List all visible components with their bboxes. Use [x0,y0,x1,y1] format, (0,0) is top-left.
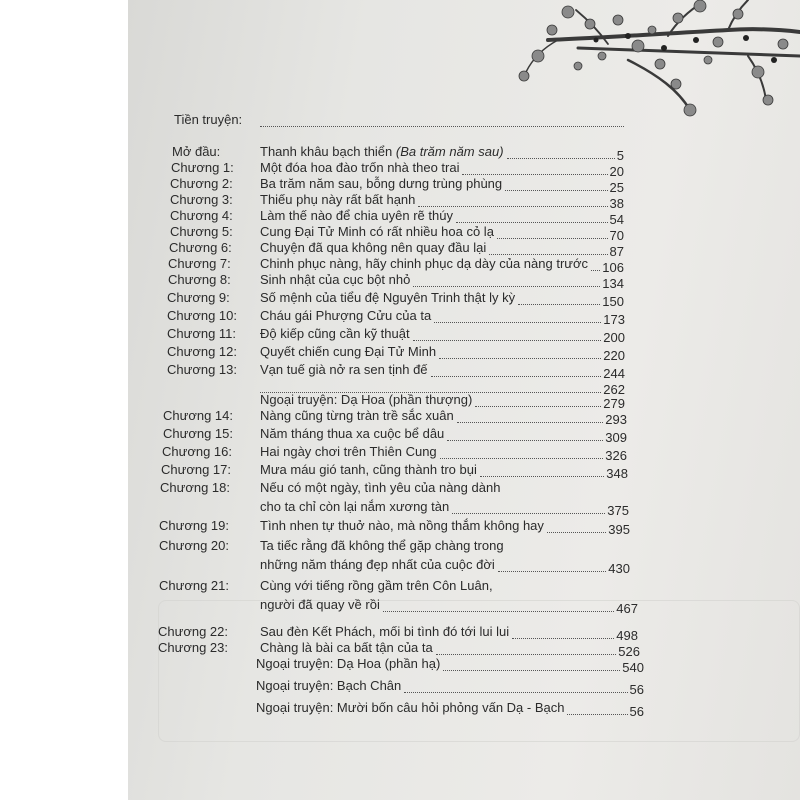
toc-entry-label: Chương 16: [162,444,232,459]
toc-entry-label: Chương 11: [167,326,237,341]
toc-dot-leader [547,532,606,533]
toc-dot-leader [462,174,608,175]
toc-entry-title: Ngoại truyện: Dạ Hoa (phần thượng) [260,392,473,407]
toc-entry-title-line2: những năm tháng đẹp nhất của cuộc đời [260,557,495,572]
toc-entry-label: Chương 5: [170,224,233,239]
toc-dot-leader [452,513,605,514]
toc-entry-page: 498 [616,628,638,643]
toc-entry-page: 375 [607,503,629,518]
toc-entry-title: Cùng với tiếng rồng gầm trên Côn Luân, [260,578,493,593]
toc-entry-title: Ngoại truyện: Bạch Chân [256,678,402,693]
toc-entry-page: 430 [608,561,630,576]
toc-dot-leader [434,322,601,323]
toc-entry-label: Chương 12: [167,344,237,359]
toc-dot-leader [404,692,628,693]
toc-entry-title: Ta tiếc rằng đã không thể gặp chàng trong [260,538,504,553]
toc-dot-leader [440,458,603,459]
toc-entry-label: Chương 13: [167,362,237,377]
toc-entry-page: 5 [616,148,624,163]
toc-dot-leader [497,238,608,239]
toc-dot-leader [439,358,601,359]
toc-entry-title: Một đóa hoa đào trốn nhà theo trai [260,160,460,175]
toc-entry-label: Chương 20: [159,538,229,553]
toc-entry-page: 309 [605,430,627,445]
toc-entry-page: 38 [609,196,624,211]
toc-entry-label: Chương 21: [159,578,229,593]
toc-dot-leader [447,440,603,441]
toc-entry-label: Chương 15: [163,426,233,441]
toc-entry-label: Chương 23: [158,640,228,655]
book-page [128,0,800,800]
toc-dot-leader [475,406,601,407]
toc-dot-leader [413,340,601,341]
toc-entry-title: Thanh khâu bạch thiển (Ba trăm năm sau) [260,144,504,159]
toc-entry-title: Chàng là bài ca bất tận của ta [260,640,433,655]
toc-entry-title: Cháu gái Phượng Cửu của ta [260,308,432,323]
toc-entry-page: 244 [603,366,625,381]
toc-dot-leader [507,158,615,159]
toc-entry-page: 20 [609,164,624,179]
toc-entry-page: 395 [608,522,630,537]
toc-entry-page: 56 [629,704,644,719]
toc-entry-page: 326 [605,448,627,463]
toc-entry-title-line2: cho ta chỉ còn lại nắm xương tàn [260,499,450,514]
toc-entry-page: 526 [618,644,640,659]
toc-entry-title: Sau đèn Kết Phách, mối bi tình đó tới lui lui [260,624,510,639]
toc-entry-title: Năm tháng thua xa cuộc bể dâu [260,426,445,441]
toc-entry-title: Cung Đại Tử Minh có rất nhiều hoa cỏ lạ [260,224,494,239]
toc-entry-title: Thiếu phụ này rất bất hạnh [260,192,416,207]
toc-dot-leader [567,714,628,715]
toc-entry-page: 279 [603,396,625,411]
toc-dot-leader [443,670,620,671]
table-of-contents [128,0,800,800]
toc-entry-page: 134 [602,276,624,291]
toc-dot-leader [505,190,608,191]
toc-entry-page: 56 [629,682,644,697]
toc-dot-leader [260,126,624,127]
toc-dot-leader [518,304,600,305]
toc-entry-page: 348 [606,466,628,481]
toc-entry-title: Nàng cũng từng tràn trề sắc xuân [260,408,454,423]
toc-dot-leader [512,638,614,639]
toc-entry-label: Chương 8: [168,272,231,287]
toc-entry-title: Tình nhen tự thuở nào, mà nồng thắm không hay [260,518,544,533]
toc-dot-leader [413,286,600,287]
toc-entry-page: 540 [622,660,644,675]
toc-entry-label: Chương 9: [167,290,230,305]
toc-dot-leader [457,422,603,423]
toc-entry-label: Chương 3: [170,192,233,207]
toc-dot-leader [480,476,604,477]
toc-entry-title: Ba trăm năm sau, bỗng dưng trùng phùng [260,176,503,191]
toc-entry-title: Độ kiếp cũng cần kỹ thuật [260,326,410,341]
toc-entry-title: Ngoại truyện: Dạ Hoa (phần hạ) [256,656,441,671]
toc-entry-label: Chương 22: [158,624,228,639]
toc-entry-page: 54 [609,212,624,227]
toc-entry-title: Làm thế nào để chia uyên rẽ thúy [260,208,453,223]
toc-entry-title: Nếu có một ngày, tình yêu của nàng dành [260,480,501,495]
toc-entry-page: 467 [616,601,638,616]
toc-dot-leader [436,654,616,655]
toc-entry-page: 25 [609,180,624,195]
toc-dot-leader [431,376,601,377]
toc-entry-page: 220 [603,348,625,363]
toc-entry-title: Chinh phục nàng, hãy chinh phục dạ dày của nàng trước [260,256,589,271]
toc-entry-title: Quyết chiến cung Đại Tử Minh [260,344,437,359]
toc-entry-page: 70 [609,228,624,243]
toc-entry-label: Chương 14: [163,408,233,423]
toc-entry-title-line2: người đã quay về rồi [260,597,380,612]
toc-dot-leader [418,206,608,207]
toc-entry-title: Sinh nhật của cục bột nhỏ [260,272,411,287]
toc-entry-label: Chương 18: [160,480,230,495]
toc-entry-page: 200 [603,330,625,345]
toc-entry-label: Chương 1: [171,160,234,175]
toc-entry-label: Chương 10: [167,308,237,323]
toc-entry-page: 262 [603,382,625,397]
toc-entry-title: Hai ngày chơi trên Thiên Cung [260,444,437,459]
toc-entry-label: Chương 4: [170,208,233,223]
toc-entry-label: Chương 19: [159,518,229,533]
toc-entry-label: Chương 2: [170,176,233,191]
toc-dot-leader [456,222,608,223]
toc-dot-leader [591,270,600,271]
toc-entry-label: Mở đầu: [172,144,221,159]
toc-entry-note: (Ba trăm năm sau) [392,144,504,159]
toc-dot-leader [383,611,614,612]
toc-entry-page: 293 [605,412,627,427]
toc-dot-leader [498,571,606,572]
toc-entry-page: 106 [602,260,624,275]
toc-entry-page: 87 [609,244,624,259]
toc-entry-title: Số mệnh của tiểu đệ Nguyên Trinh thật ly kỳ [260,290,516,305]
toc-dot-leader [489,254,608,255]
toc-entry-label: Chương 7: [168,256,231,271]
toc-entry-title: Vạn tuế già nở ra sen tịnh đế [260,362,428,377]
toc-entry-label: Chương 17: [161,462,231,477]
toc-entry-label: Tiền truyện: [174,112,243,127]
toc-entry-title: Mưa máu gió tanh, cũng thành tro bụi [260,462,477,477]
toc-entry-label: Chương 6: [169,240,232,255]
toc-entry-title: Chuyện đã qua không nên quay đầu lại [260,240,487,255]
toc-entry-page: 173 [603,312,625,327]
toc-entry-page: 150 [602,294,624,309]
toc-entry-title: Ngoại truyện: Mười bốn câu hỏi phỏng vấn Dạ - Bạch [256,700,565,715]
